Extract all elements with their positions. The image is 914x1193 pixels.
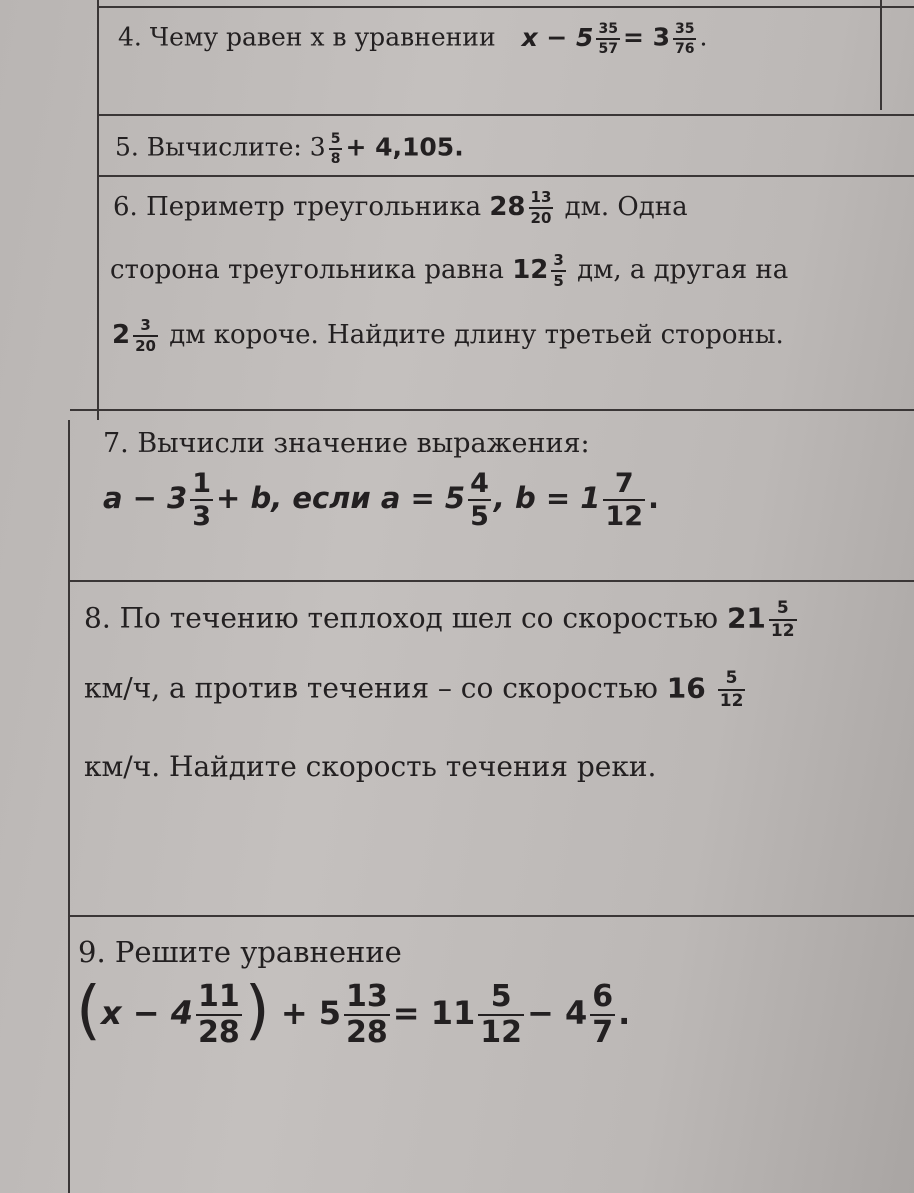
table-right-border: [880, 0, 882, 110]
problem-9-fraction-2: $\frac{13}{28}$: [346, 979, 388, 1050]
problem-7-fraction-1: $\frac{1}{3}$: [192, 468, 212, 532]
problem-6-perimeter-fraction: $\frac{13}{20}$: [530, 188, 552, 227]
problem-6-line-2: сторона треугольника равна 12 $\frac{3}{5}$ дм, а другая на: [110, 251, 789, 290]
problem-4-eq-mid: = 3: [622, 22, 670, 52]
problem-7-expression: a − 3 $\frac{1}{3}$ + b, если a = 5 $\frac{4}{5}$ , b = 1 $\frac{7}{12}$ .: [103, 468, 660, 532]
problem-4-label: 4. Чему равен x в уравнении: [118, 22, 496, 52]
row-divider-7: [70, 409, 914, 411]
problem-6-line-1: 6. Периметр треугольника 28 $\frac{13}{20}$ дм. Одна: [113, 188, 688, 227]
problem-8-upstream-fraction: $\frac{5}{12}$: [719, 668, 744, 711]
problem-6-side-fraction: $\frac{3}{5}$: [553, 251, 564, 290]
problem-8-line-3: км/ч. Найдите скорость течения реки.: [84, 750, 657, 783]
problem-5-fraction: $\frac{5}{8}$: [330, 131, 341, 167]
problem-8-downstream-fraction: $\frac{5}{12}$: [770, 598, 795, 641]
problem-5: [115, 132, 464, 166]
problem-7-fraction-3: $\frac{7}{12}$: [605, 468, 643, 532]
problem-6-line-3: 2 $\frac{3}{20}$ дм короче. Найдите длину третьей стороны.: [112, 316, 784, 355]
table-left-border-lower: [68, 420, 70, 1193]
problem-9-fraction-4: $\frac{6}{7}$: [592, 979, 614, 1050]
row-divider-4: [98, 6, 914, 8]
row-divider-8: [70, 580, 914, 582]
problem-5-label: 5. Вычислите: 3: [115, 132, 326, 162]
problem-4: 4. Чему равен x в уравнении x − 5 $\frac{35}{57}$ = 3 $\frac{35}{76}$ .: [118, 21, 708, 57]
problem-9-fraction-1: $\frac{11}{28}$: [197, 979, 240, 1050]
problem-5-rest: + 4,105.: [345, 132, 464, 162]
problem-4-eq-start: x − 5: [521, 22, 594, 52]
row-divider-9: [70, 915, 914, 917]
problem-7-fraction-2: $\frac{4}{5}$: [470, 468, 489, 532]
problem-9-equation: (x − 4 $\frac{11}{28}$ ) + 5 $\frac{13}{28}$ = 11 $\frac{5}{12}$ − 4 $\frac{6}{7}$ .: [76, 974, 631, 1050]
problem-6-diff-fraction: $\frac{3}{20}$: [135, 316, 156, 355]
row-divider-6: [98, 175, 914, 177]
problem-4-fraction-1: $\frac{35}{57}$: [598, 21, 618, 57]
problem-8-line-1: 8. По течению теплоход шел со скоростью 21 $\frac{5}{12}$: [84, 598, 795, 641]
problem-7-title: 7. Вычисли значение выражения:: [103, 428, 590, 459]
problem-9-title: 9. Решите уравнение: [78, 935, 402, 969]
problem-8-line-2: км/ч, а против течения – со скоростью 16 $\frac{5}{12}$: [84, 668, 744, 711]
problem-4-fraction-2: $\frac{35}{76}$: [674, 21, 695, 57]
problem-9-fraction-3: $\frac{5}{12}$: [480, 979, 523, 1050]
table-left-border: [97, 0, 99, 420]
row-divider-5: [98, 114, 914, 116]
